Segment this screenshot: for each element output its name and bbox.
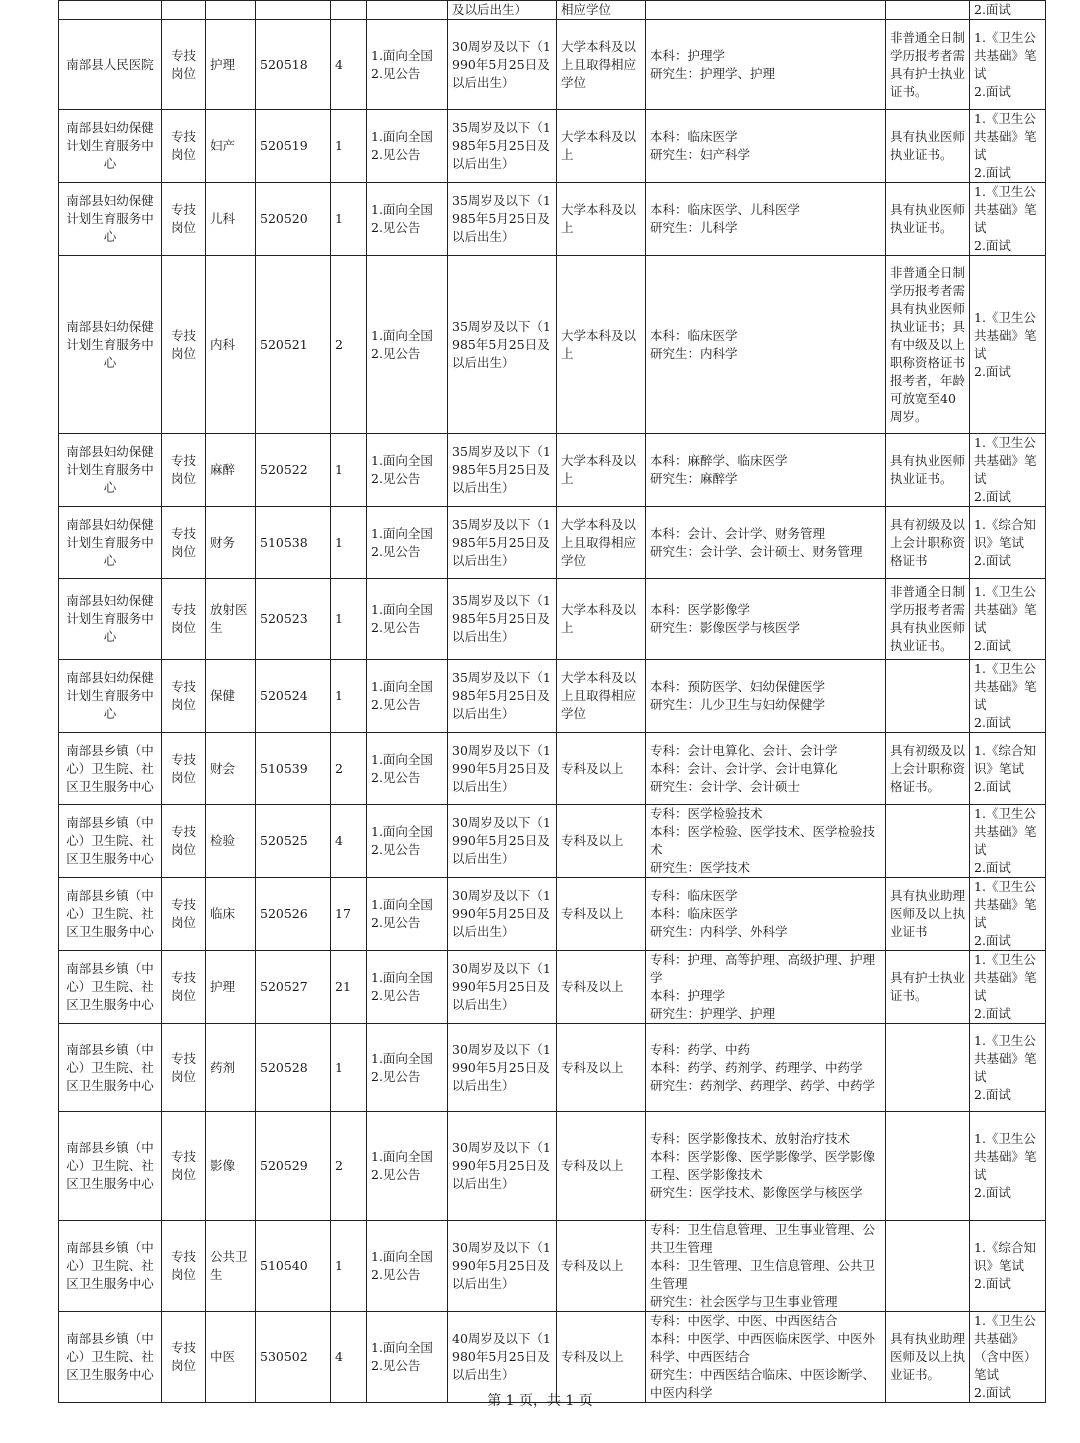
- cell-num: 4: [331, 805, 367, 878]
- cell-code: 510538: [256, 507, 331, 579]
- cell-major: 本科：临床医学 研究生：妇产科学: [646, 110, 886, 183]
- cell-code: [256, 1, 331, 20]
- cell-age: 30周岁及以下（1990年5月25日及以后出生）: [448, 878, 557, 951]
- cell-post: 财会: [206, 733, 256, 805]
- cell-type: 专技岗位: [162, 1024, 206, 1112]
- cell-scope: 1.面向全国 2.见公告: [367, 110, 448, 183]
- cell-code: 520522: [256, 434, 331, 507]
- recruitment-table: [58, 0, 1046, 1403]
- cell-type: 专技岗位: [162, 1221, 206, 1312]
- cell-code: 520527: [256, 951, 331, 1024]
- cell-unit: 南部县妇幼保健计划生育服务中心: [59, 110, 162, 183]
- table-row: [59, 660, 1046, 733]
- cell-other: [886, 660, 970, 733]
- cell-code: 520521: [256, 256, 331, 434]
- cell-other: 非普通全日制学历报考者需具有护士执业证书。: [886, 20, 970, 110]
- cell-age: 40周岁及以下（1980年5月25日及以后出生）: [448, 1312, 557, 1403]
- table-row: [59, 1024, 1046, 1112]
- page-footer: 第 1 页，共 1 页: [487, 1393, 593, 1409]
- cell-age: 35周岁及以下（1985年5月25日及以后出生）: [448, 110, 557, 183]
- cell-num: [331, 1, 367, 20]
- cell-post: 妇产: [206, 110, 256, 183]
- cell-exam: 1.《卫生公共基础》笔试 2.面试: [970, 805, 1046, 878]
- cell-scope: 1.面向全国 2.见公告: [367, 1112, 448, 1221]
- cell-type: 专技岗位: [162, 183, 206, 256]
- cell-age: 35周岁及以下（1985年5月25日及以后出生）: [448, 256, 557, 434]
- cell-other: 非普通全日制学历报考者需具有执业医师执业证书。: [886, 579, 970, 660]
- cell-other: [886, 1024, 970, 1112]
- cell-code: 520520: [256, 183, 331, 256]
- cell-other: 具有执业助理医师及以上执业证书。: [886, 1312, 970, 1403]
- cell-education: 大学本科及以上且取得相应学位: [557, 20, 646, 110]
- cell-unit: 南部县人民医院: [59, 20, 162, 110]
- cell-post: 临床: [206, 878, 256, 951]
- cell-other: [886, 1112, 970, 1221]
- cell-type: 专技岗位: [162, 579, 206, 660]
- cell-num: 4: [331, 1312, 367, 1403]
- cell-major: 专科：卫生信息管理、卫生事业管理、公共卫生管理 本科：卫生管理、卫生信息管理、公共卫生管理 研究生：社会医学与卫生事业管理: [646, 1221, 886, 1312]
- cell-other: [886, 1, 970, 20]
- cell-education: 大学本科及以上: [557, 434, 646, 507]
- cell-type: 专技岗位: [162, 110, 206, 183]
- cell-code: 520518: [256, 20, 331, 110]
- cell-age: 30周岁及以下（1990年5月25日及以后出生）: [448, 951, 557, 1024]
- cell-num: 1: [331, 660, 367, 733]
- cell-major: 本科：预防医学、妇幼保健医学 研究生：儿少卫生与妇幼保健学: [646, 660, 886, 733]
- cell-scope: 1.面向全国 2.见公告: [367, 951, 448, 1024]
- cell-education: 大学本科及以上且取得相应学位: [557, 507, 646, 579]
- cell-num: 21: [331, 951, 367, 1024]
- cell-num: 4: [331, 20, 367, 110]
- cell-code: 510540: [256, 1221, 331, 1312]
- cell-scope: 1.面向全国 2.见公告: [367, 733, 448, 805]
- cell-education: 专科及以上: [557, 878, 646, 951]
- table-row: [59, 1112, 1046, 1221]
- cell-post: 儿科: [206, 183, 256, 256]
- cell-major: 本科：医学影像学 研究生：影像医学与核医学: [646, 579, 886, 660]
- cell-age: 35周岁及以下（1985年5月25日及以后出生）: [448, 507, 557, 579]
- cell-code: 520529: [256, 1112, 331, 1221]
- cell-unit: 南部县妇幼保健计划生育服务中心: [59, 579, 162, 660]
- cell-type: [162, 1, 206, 20]
- cell-post: 麻醉: [206, 434, 256, 507]
- cell-post: 护理: [206, 20, 256, 110]
- cell-unit: 南部县妇幼保健计划生育服务中心: [59, 660, 162, 733]
- cell-unit: 南部县妇幼保健计划生育服务中心: [59, 183, 162, 256]
- cell-education: 相应学位: [557, 1, 646, 20]
- cell-type: 专技岗位: [162, 507, 206, 579]
- cell-code: 530502: [256, 1312, 331, 1403]
- table-row: [59, 110, 1046, 183]
- cell-other: 具有执业医师执业证书。: [886, 183, 970, 256]
- cell-post: 公共卫生: [206, 1221, 256, 1312]
- cell-other: 具有初级及以上会计职称资格证书。: [886, 733, 970, 805]
- cell-exam: 1.《卫生公共基础》笔试 2.面试: [970, 878, 1046, 951]
- cell-unit: 南部县乡镇（中心）卫生院、社区卫生服务中心: [59, 1112, 162, 1221]
- cell-unit: 南部县乡镇（中心）卫生院、社区卫生服务中心: [59, 733, 162, 805]
- cell-num: 1: [331, 110, 367, 183]
- cell-exam: 1.《综合知识》笔试 2.面试: [970, 1221, 1046, 1312]
- cell-other: 具有护士执业证书。: [886, 951, 970, 1024]
- cell-age: 35周岁及以下（1985年5月25日及以后出生）: [448, 579, 557, 660]
- cell-exam: 1.《综合知识》笔试 2.面试: [970, 733, 1046, 805]
- cell-scope: 1.面向全国 2.见公告: [367, 434, 448, 507]
- cell-major: 本科：临床医学、儿科医学 研究生：儿科学: [646, 183, 886, 256]
- cell-education: 专科及以上: [557, 1312, 646, 1403]
- cell-code: 520523: [256, 579, 331, 660]
- cell-unit: 南部县妇幼保健计划生育服务中心: [59, 256, 162, 434]
- cell-other: 具有初级及以上会计职称资格证书: [886, 507, 970, 579]
- cell-post: 药剂: [206, 1024, 256, 1112]
- cell-other: 具有执业医师执业证书。: [886, 110, 970, 183]
- cell-education: 专科及以上: [557, 733, 646, 805]
- cell-major: 本科：临床医学 研究生：内科学: [646, 256, 886, 434]
- cell-code: 520528: [256, 1024, 331, 1112]
- cell-code: 520519: [256, 110, 331, 183]
- table-row: [59, 878, 1046, 951]
- cell-post: [206, 1, 256, 20]
- cell-exam: 1.《综合知识》笔试 2.面试: [970, 507, 1046, 579]
- cell-education: 专科及以上: [557, 951, 646, 1024]
- table-row: [59, 256, 1046, 434]
- cell-type: 专技岗位: [162, 951, 206, 1024]
- cell-type: 专技岗位: [162, 1112, 206, 1221]
- cell-scope: 1.面向全国 2.见公告: [367, 20, 448, 110]
- cell-major: 专科：中医学、中医、中西医结合 本科：中医学、中西医临床医学、中医外科学、中西医结合 研究生：中西医结合临床、中医诊断学、中医内科学: [646, 1312, 886, 1403]
- table-row: [59, 805, 1046, 878]
- cell-num: 2: [331, 733, 367, 805]
- cell-education: 大学本科及以上: [557, 256, 646, 434]
- cell-scope: 1.面向全国 2.见公告: [367, 878, 448, 951]
- cell-post: 财务: [206, 507, 256, 579]
- cell-major: 本科：会计、会计学、财务管理 研究生：会计学、会计硕士、财务管理: [646, 507, 886, 579]
- cell-age: 30周岁及以下（1990年5月25日及以后出生）: [448, 1112, 557, 1221]
- cell-post: 影像: [206, 1112, 256, 1221]
- cell-major: 本科：麻醉学、临床医学 研究生：麻醉学: [646, 434, 886, 507]
- cell-post: 内科: [206, 256, 256, 434]
- cell-unit: 南部县妇幼保健计划生育服务中心: [59, 507, 162, 579]
- cell-type: 专技岗位: [162, 878, 206, 951]
- cell-major: 专科：医学检验技术 本科：医学检验、医学技术、医学检验技术 研究生：医学技术: [646, 805, 886, 878]
- cell-num: 1: [331, 1024, 367, 1112]
- cell-age: 30周岁及以下（1990年5月25日及以后出生）: [448, 1024, 557, 1112]
- cell-education: 专科及以上: [557, 1024, 646, 1112]
- cell-type: 专技岗位: [162, 256, 206, 434]
- cell-exam: 2.面试: [970, 1, 1046, 20]
- cell-age: 30周岁及以下（1990年5月25日及以后出生）: [448, 733, 557, 805]
- cell-scope: 1.面向全国 2.见公告: [367, 1312, 448, 1403]
- cell-major: 专科：临床医学 本科：临床医学 研究生：内科学、外科学: [646, 878, 886, 951]
- cell-major: 专科：护理、高等护理、高级护理、护理学 本科：护理学 研究生：护理学、护理: [646, 951, 886, 1024]
- cell-type: 专技岗位: [162, 733, 206, 805]
- cell-post: 护理: [206, 951, 256, 1024]
- cell-type: 专技岗位: [162, 1312, 206, 1403]
- cell-other: 非普通全日制学历报考者需具有执业医师执业证书；具有中级及以上职称资格证书报考者，年龄可放宽至40周岁。: [886, 256, 970, 434]
- cell-scope: [367, 1, 448, 20]
- cell-exam: 1.《卫生公共基础》（含中医）笔试 2.面试: [970, 1312, 1046, 1403]
- cell-type: 专技岗位: [162, 660, 206, 733]
- table-row: [59, 1312, 1046, 1403]
- cell-scope: 1.面向全国 2.见公告: [367, 507, 448, 579]
- cell-code: 520526: [256, 878, 331, 951]
- cell-exam: 1.《卫生公共基础》笔试 2.面试: [970, 256, 1046, 434]
- cell-age: 35周岁及以下（1985年5月25日及以后出生）: [448, 434, 557, 507]
- cell-education: 专科及以上: [557, 805, 646, 878]
- cell-other: [886, 1221, 970, 1312]
- cell-education: 大学本科及以上: [557, 183, 646, 256]
- cell-exam: 1.《卫生公共基础》笔试 2.面试: [970, 110, 1046, 183]
- table-row: [59, 1221, 1046, 1312]
- cell-exam: 1.《卫生公共基础》笔试 2.面试: [970, 183, 1046, 256]
- table-row: [59, 733, 1046, 805]
- cell-unit: 南部县乡镇（中心）卫生院、社区卫生服务中心: [59, 878, 162, 951]
- cell-scope: 1.面向全国 2.见公告: [367, 579, 448, 660]
- cell-post: 检验: [206, 805, 256, 878]
- cell-type: 专技岗位: [162, 805, 206, 878]
- cell-num: 2: [331, 256, 367, 434]
- cell-education: 大学本科及以上: [557, 110, 646, 183]
- cell-scope: 1.面向全国 2.见公告: [367, 805, 448, 878]
- cell-unit: 南部县乡镇（中心）卫生院、社区卫生服务中心: [59, 951, 162, 1024]
- cell-unit: 南部县妇幼保健计划生育服务中心: [59, 434, 162, 507]
- cell-code: 520524: [256, 660, 331, 733]
- cell-education: 大学本科及以上: [557, 579, 646, 660]
- cell-scope: 1.面向全国 2.见公告: [367, 1024, 448, 1112]
- table-row: [59, 507, 1046, 579]
- cell-num: 1: [331, 579, 367, 660]
- cell-age: 30周岁及以下（1990年5月25日及以后出生）: [448, 1221, 557, 1312]
- table-row: [59, 183, 1046, 256]
- cell-age: 30周岁及以下（1990年5月25日及以后出生）: [448, 20, 557, 110]
- cell-scope: 1.面向全国 2.见公告: [367, 660, 448, 733]
- cell-scope: 1.面向全国 2.见公告: [367, 1221, 448, 1312]
- cell-exam: 1.《卫生公共基础》笔试 2.面试: [970, 434, 1046, 507]
- cell-scope: 1.面向全国 2.见公告: [367, 183, 448, 256]
- cell-num: 1: [331, 434, 367, 507]
- cell-post: 中医: [206, 1312, 256, 1403]
- cell-major: 本科：护理学 研究生：护理学、护理: [646, 20, 886, 110]
- cell-exam: 1.《卫生公共基础》笔试 2.面试: [970, 660, 1046, 733]
- cell-education: 大学本科及以上且取得相应学位: [557, 660, 646, 733]
- cell-post: 保健: [206, 660, 256, 733]
- cell-age: 35周岁及以下（1985年5月25日及以后出生）: [448, 660, 557, 733]
- partial-top-row: [59, 1, 1046, 20]
- cell-exam: 1.《卫生公共基础》笔试 2.面试: [970, 579, 1046, 660]
- cell-exam: 1.《卫生公共基础》笔试 2.面试: [970, 1024, 1046, 1112]
- cell-type: 专技岗位: [162, 434, 206, 507]
- cell-unit: 南部县乡镇（中心）卫生院、社区卫生服务中心: [59, 805, 162, 878]
- cell-major: [646, 1, 886, 20]
- cell-scope: 1.面向全国 2.见公告: [367, 256, 448, 434]
- cell-exam: 1.《卫生公共基础》笔试 2.面试: [970, 951, 1046, 1024]
- cell-education: 专科及以上: [557, 1221, 646, 1312]
- cell-age: 及以后出生）: [448, 1, 557, 20]
- cell-num: 1: [331, 507, 367, 579]
- cell-other: 具有执业助理医师及以上执业证书: [886, 878, 970, 951]
- cell-code: 520525: [256, 805, 331, 878]
- cell-major: 专科：会计电算化、会计、会计学 本科：会计、会计学、会计电算化 研究生：会计学、会计硕士: [646, 733, 886, 805]
- cell-num: 1: [331, 183, 367, 256]
- cell-unit: 南部县乡镇（中心）卫生院、社区卫生服务中心: [59, 1221, 162, 1312]
- cell-exam: 1.《卫生公共基础》笔试 2.面试: [970, 1112, 1046, 1221]
- cell-other: [886, 805, 970, 878]
- cell-other: 具有执业医师执业证书。: [886, 434, 970, 507]
- table-row: [59, 434, 1046, 507]
- cell-unit: [59, 1, 162, 20]
- cell-post: 放射医生: [206, 579, 256, 660]
- cell-exam: 1.《卫生公共基础》笔试 2.面试: [970, 20, 1046, 110]
- cell-num: 17: [331, 878, 367, 951]
- cell-unit: 南部县乡镇（中心）卫生院、社区卫生服务中心: [59, 1312, 162, 1403]
- cell-education: 专科及以上: [557, 1112, 646, 1221]
- cell-major: 专科：医学影像技术、放射治疗技术 本科：医学影像、医学影像学、医学影像工程、医学影像技术 研究生：医学技术、影像医学与核医学: [646, 1112, 886, 1221]
- cell-age: 35周岁及以下（1985年5月25日及以后出生）: [448, 183, 557, 256]
- table-row: [59, 951, 1046, 1024]
- table-row: [59, 579, 1046, 660]
- cell-code: 510539: [256, 733, 331, 805]
- cell-age: 30周岁及以下（1990年5月25日及以后出生）: [448, 805, 557, 878]
- cell-num: 1: [331, 1221, 367, 1312]
- cell-num: 2: [331, 1112, 367, 1221]
- cell-type: 专技岗位: [162, 20, 206, 110]
- cell-major: 专科：药学、中药 本科：药学、药剂学、药理学、中药学 研究生：药剂学、药理学、药学、中药学: [646, 1024, 886, 1112]
- cell-unit: 南部县乡镇（中心）卫生院、社区卫生服务中心: [59, 1024, 162, 1112]
- table-row: [59, 20, 1046, 110]
